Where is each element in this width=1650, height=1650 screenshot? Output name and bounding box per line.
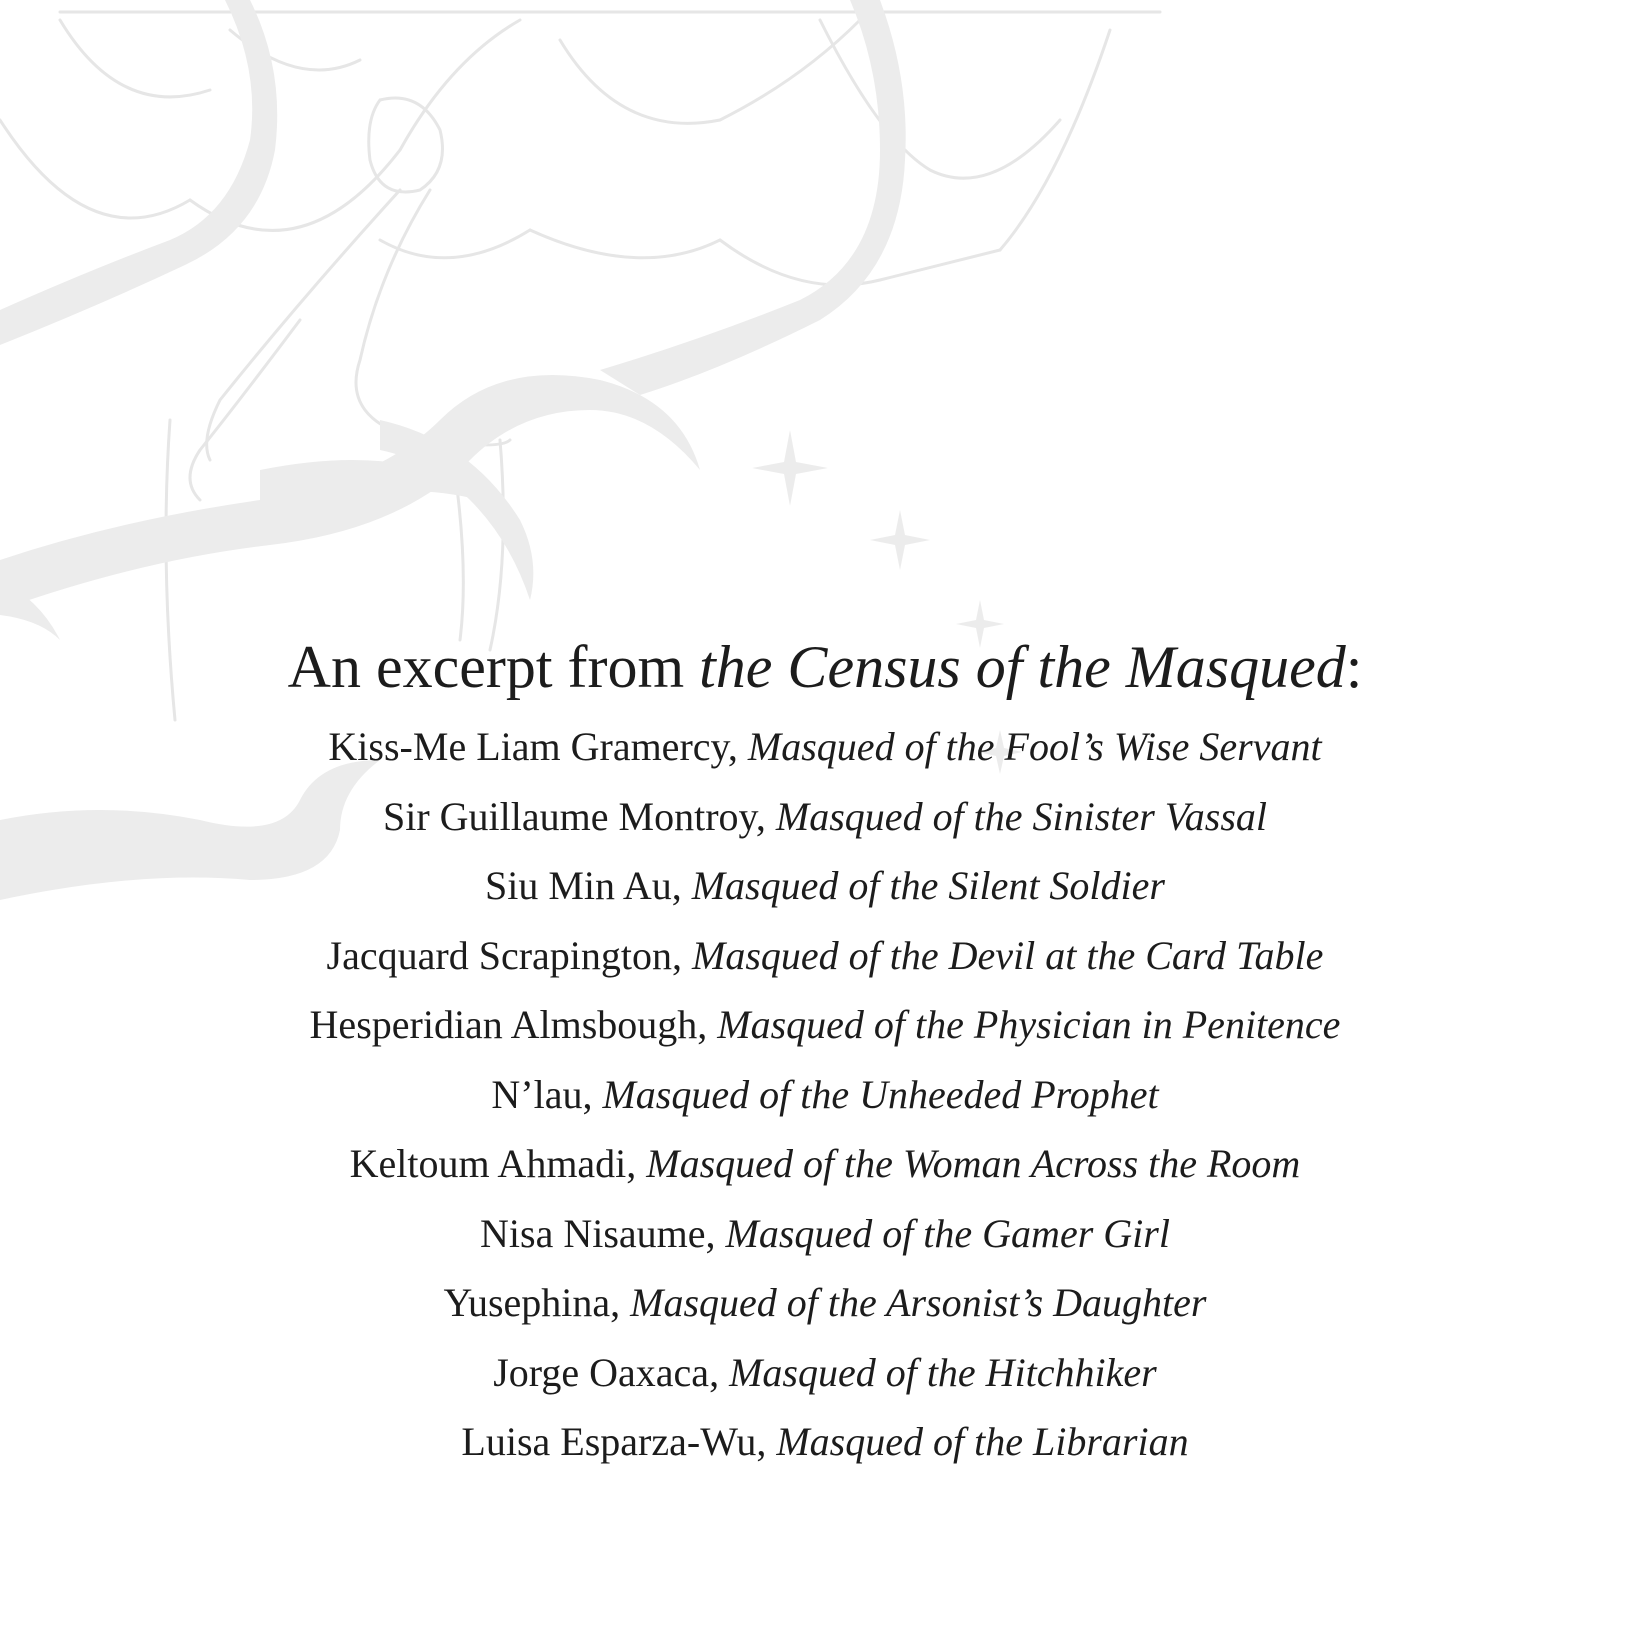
census-excerpt (0, 628, 1650, 1477)
census-entry (0, 712, 1650, 782)
entry-masque: Masqued of the Devil at the Card Table (692, 932, 1324, 978)
entry-separator: , (672, 932, 692, 978)
heading-book-title: the Census of the Masqued (699, 634, 1346, 700)
entry-masque: Masqued of the Arsonist’s Daughter (630, 1280, 1207, 1325)
entry-name: Hesperidian Almsbough (309, 1002, 698, 1047)
entry-name: Keltoum Ahmadi (349, 1141, 627, 1186)
entry-separator: , (705, 1210, 726, 1256)
entry-separator: , (756, 1419, 777, 1464)
entry-masque: Masqued of the Silent Soldier (691, 863, 1165, 908)
entry-separator: , (709, 1349, 730, 1395)
entry-name: Nisa Nisaume (480, 1210, 706, 1256)
census-entry-list (0, 712, 1650, 1477)
entry-separator: , (755, 793, 776, 839)
entry-separator: , (626, 1141, 647, 1186)
heading-suffix: : (1345, 634, 1363, 700)
entry-masque: Masqued of the Fool’s Wise Servant (747, 724, 1322, 769)
entry-masque: Masqued of the Hitchhiker (729, 1349, 1157, 1395)
heading-prefix: An excerpt from (287, 634, 700, 700)
entry-separator: , (582, 1071, 603, 1117)
census-entry (0, 851, 1650, 921)
entry-name: Yusephina (443, 1280, 611, 1325)
entry-name: Luisa Esparza-Wu (461, 1419, 757, 1464)
census-entry (0, 1129, 1650, 1199)
entry-name: Sir Guillaume Montroy (382, 793, 756, 839)
census-entry (0, 782, 1650, 852)
entry-name: Kiss-Me Liam Gramercy (328, 724, 728, 769)
entry-name: Siu Min Au (485, 863, 672, 908)
entry-separator: , (610, 1280, 631, 1325)
entry-masque: Masqued of the Sinister Vassal (775, 793, 1268, 839)
entry-name: N’lau (491, 1071, 583, 1117)
entry-separator: , (671, 863, 692, 908)
entry-masque: Masqued of the Librarian (776, 1419, 1189, 1464)
census-entry (0, 990, 1650, 1060)
census-entry (0, 1060, 1650, 1130)
census-entry (0, 921, 1650, 991)
entry-separator: , (697, 1002, 718, 1047)
entry-name: Jorge Oaxaca (493, 1349, 710, 1395)
census-entry (0, 1199, 1650, 1269)
entry-separator: , (727, 724, 748, 769)
entry-masque: Masqued of the Physician in Penitence (717, 1002, 1341, 1047)
census-entry (0, 1268, 1650, 1338)
entry-masque: Masqued of the Gamer Girl (725, 1210, 1170, 1256)
entry-name: Jacquard Scrapington (326, 932, 672, 978)
census-entry (0, 1407, 1650, 1477)
entry-masque: Masqued of the Unheeded Prophet (602, 1071, 1159, 1117)
entry-masque: Masqued of the Woman Across the Room (646, 1141, 1301, 1186)
excerpt-heading (0, 628, 1650, 706)
census-entry (0, 1338, 1650, 1408)
